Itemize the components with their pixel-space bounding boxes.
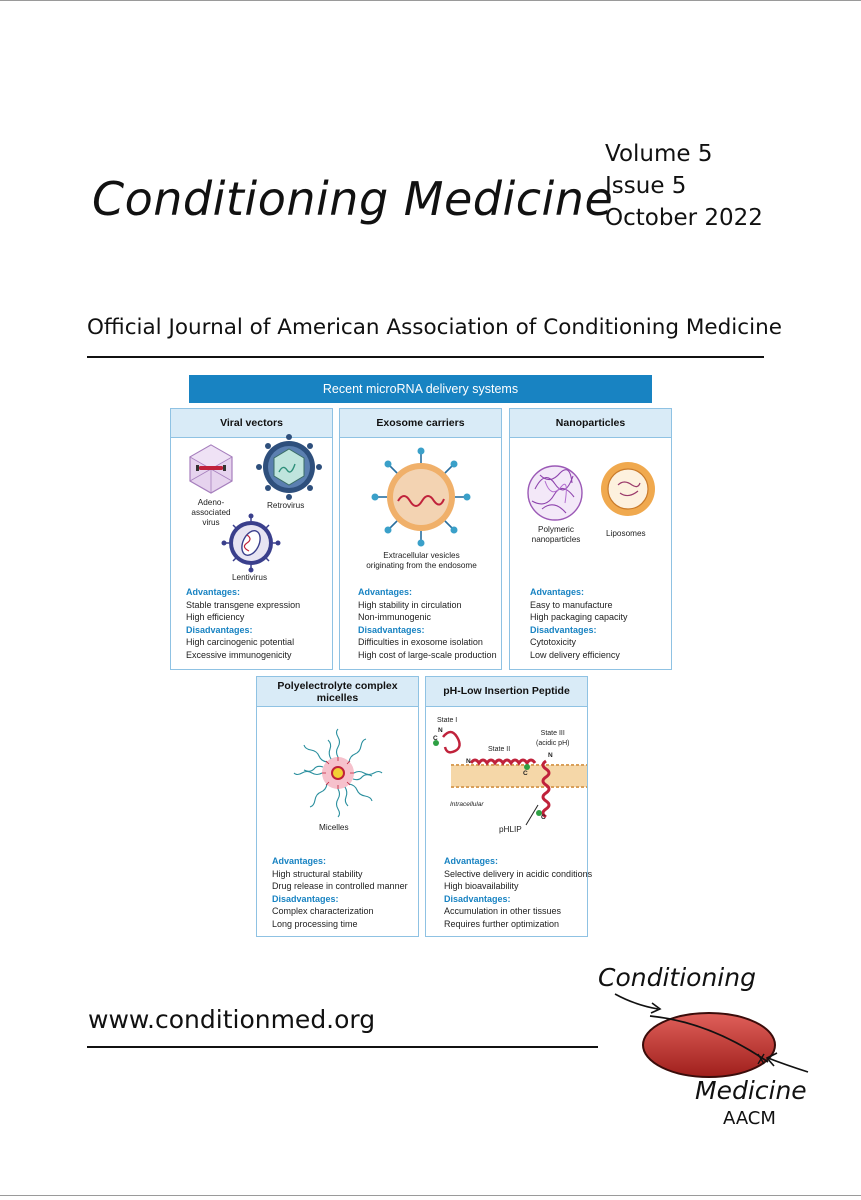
list-item: High stability in circulation [358, 599, 462, 610]
caption-retrovirus: Retrovirus [267, 501, 305, 510]
caption-n-terminal: N [438, 727, 443, 734]
list-item: High structural stability [272, 868, 363, 879]
retrovirus-icon [256, 434, 322, 500]
caption-state-one: State I [437, 717, 458, 724]
list-item: Complex characterization [272, 906, 374, 916]
aav-icon [190, 445, 232, 493]
caption-n-terminal: N [548, 752, 553, 759]
caption-c-terminal: C [433, 735, 438, 742]
divider-top [87, 356, 764, 358]
panel-phlip [425, 676, 593, 937]
caption-state-two: State II [488, 746, 511, 753]
caption-micelles: Micelles [319, 823, 349, 832]
list-item: High cost of large-scale production [358, 649, 497, 660]
membrane-icon [451, 765, 587, 787]
nanoparticles-info [530, 586, 628, 661]
disadvantages-label: Disadvantages: [530, 624, 597, 635]
figure-header: Recent microRNA delivery systems [189, 375, 652, 403]
caption-polymeric: Polymeric nanoparticles [531, 525, 581, 544]
list-item: Selective delivery in acidic conditions [444, 868, 593, 879]
exosome-info [358, 586, 497, 661]
panel-title: Exosome carriers [340, 409, 501, 438]
logo-text-top: Conditioning [598, 963, 756, 992]
volume-label: Volume 5 [605, 141, 713, 167]
list-item: High carcinogenic potential [186, 637, 295, 647]
nanoparticle-illustrations [510, 409, 673, 529]
micelles-info [272, 855, 408, 930]
logo-text-bottom: Medicine [695, 1076, 807, 1105]
caption-c-terminal: C [523, 770, 528, 777]
advantages-label: Advantages: [530, 587, 585, 597]
caption-liposomes: Liposomes [606, 529, 646, 538]
list-item: Accumulation in other tissues [444, 906, 562, 916]
caption-state-three: State III (acidic pH) [536, 730, 570, 747]
panel-nanoparticles [509, 408, 672, 670]
list-item: Requires further optimization [444, 918, 560, 929]
caption-aav: Adeno- associated virus [191, 498, 231, 527]
disadvantages-label: Disadvantages: [358, 624, 425, 635]
micelle-icon [294, 729, 382, 817]
caption-lentivirus: Lentivirus [232, 573, 268, 582]
advantages-label: Advantages: [272, 856, 327, 866]
list-item: Drug release in controlled manner [272, 881, 408, 891]
exosome-illustration [340, 409, 503, 549]
disadvantages-label: Disadvantages: [272, 893, 339, 904]
list-item: High efficiency [186, 612, 245, 622]
advantages-label: Advantages: [444, 856, 499, 866]
page-bottom-edge [0, 1195, 861, 1196]
logo-aacm: AACM [723, 1108, 776, 1129]
list-item: Long processing time [272, 918, 358, 929]
peptide-state-one-icon [443, 732, 460, 752]
list-item: Low delivery efficiency [530, 649, 620, 660]
panel-title: Polyelectrolyte complex micelles [257, 677, 418, 707]
caption-extracellular-vesicles: Extracellular vesicles originating from the endosome [366, 551, 477, 570]
viral-info [186, 586, 300, 661]
panel-exosome-carriers [339, 408, 502, 670]
panel-title: Viral vectors [171, 409, 332, 438]
list-item: High packaging capacity [530, 612, 628, 622]
polymeric-nanoparticle-icon [528, 466, 582, 520]
caption-intracellular: Intracellular [450, 801, 484, 808]
list-item: High bioavailability [444, 881, 519, 891]
caption-phlip: pHLIP [499, 825, 522, 834]
list-item: Cytotoxicity [530, 637, 577, 647]
caption-n-terminal: N [466, 758, 471, 765]
panel-polyelectrolyte-micelles [256, 676, 419, 937]
date-label: October 2022 [605, 205, 763, 231]
list-item: Stable transgene expression [186, 599, 301, 610]
panel-title: pH-Low Insertion Peptide [426, 677, 587, 707]
issue-label: Issue 5 [605, 173, 687, 199]
journal-title: Conditioning Medicine [92, 172, 614, 226]
caption-c-terminal: C [541, 814, 546, 821]
page-top-edge [0, 0, 861, 1]
list-item: Difficulties in exosome isolation [358, 637, 483, 647]
phlip-info [444, 855, 592, 930]
advantages-label: Advantages: [186, 587, 241, 597]
website-url: www.conditionmed.org [88, 1005, 376, 1034]
advantages-label: Advantages: [358, 587, 413, 597]
list-item: Easy to manufacture [530, 599, 613, 610]
divider-bottom [87, 1046, 598, 1048]
official-journal-line: Official Journal of American Association of Conditioning Medicine [87, 315, 782, 340]
panel-title: Nanoparticles [510, 409, 671, 438]
list-item: Non-immunogenic [358, 612, 432, 622]
micelle-illustration [257, 677, 420, 827]
list-item: Excessive immunogenicity [186, 649, 292, 660]
panel-viral-vectors [170, 408, 333, 670]
disadvantages-label: Disadvantages: [186, 624, 253, 635]
liposome-icon [601, 462, 655, 516]
issue-info [605, 138, 763, 234]
disadvantages-label: Disadvantages: [444, 893, 511, 904]
